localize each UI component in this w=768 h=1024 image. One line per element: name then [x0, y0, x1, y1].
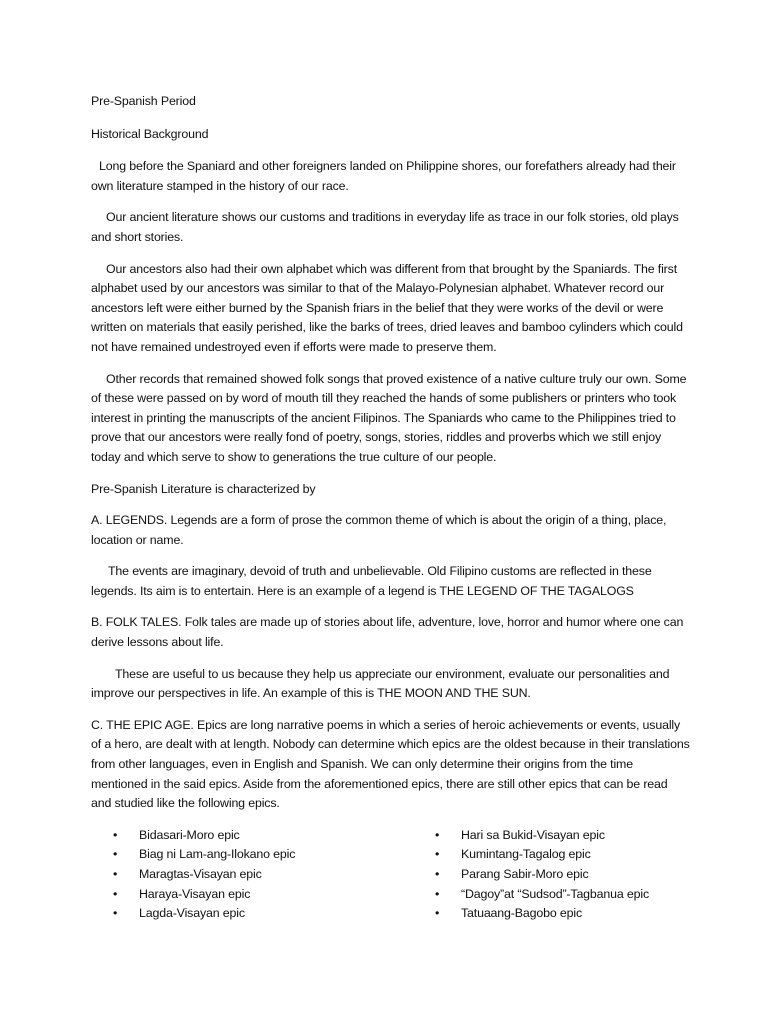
list-item — [113, 845, 391, 865]
list-item — [113, 865, 391, 885]
paragraph-legends: A. LEGENDS. Legends are a form of prose the common theme of which is about the origin of a thing, place, location or name. — [91, 513, 667, 547]
list-item — [435, 845, 673, 865]
list-item — [113, 904, 391, 924]
section-heading-historical-background: Historical Background — [91, 126, 209, 141]
list-item — [435, 826, 673, 846]
bullet-icon: • — [113, 867, 118, 881]
list-item-label: Maragtas-Visayan epic — [139, 867, 262, 881]
document-title: Pre-Spanish Period — [91, 94, 196, 108]
bullet-icon: • — [435, 847, 440, 862]
paragraph-alphabet: Our ancestors also had their own alphabet which was different from that brought by the Spaniards. The first alphabet used by our ancestors was similar to that of the Malayo-Polynesian alphabet. Whatever record our ancestors left were either burned by the Spanish friars in the belief that they were works of the devil or were written on materials that easily perished, like the barks of trees, dried leaves and bamboo cylinders which could not have remained undestroyed even if efforts were made to preserve them. — [91, 261, 683, 354]
list-item-label: Parang Sabir-Moro epic — [461, 867, 589, 881]
list-item-label: Haraya-Visayan epic — [139, 886, 251, 901]
list-item-label: Lagda-Visayan epic — [139, 906, 245, 921]
list-item-label: Bidasari-Moro epic — [139, 827, 240, 842]
paragraph-intro: Long before the Spaniard and other foreigners landed on Philippine shores, our forefathers already had their own literature stamped in the history of our race. — [91, 159, 676, 193]
bullet-icon: • — [113, 906, 118, 921]
bullet-icon: • — [435, 906, 440, 921]
list-item-label: Kumintang-Tagalog epic — [461, 847, 591, 862]
paragraph-ancient-literature: Our ancient literature shows our customs and traditions in everyday life as trace in our folk stories, old plays and short stories. — [91, 210, 679, 244]
list-item-label: “Dagoy”at “Sudsod”-Tagbanua epic — [461, 886, 650, 901]
bullet-icon: • — [113, 886, 118, 901]
list-item-label: Tatuaang-Bagobo epic — [461, 906, 583, 921]
paragraph-folk-tales-detail: These are useful to us because they help us appreciate our environment, evaluate our personalities and improve our perspectives in life. An example of this is THE MOON AND THE SUN. — [91, 666, 670, 701]
list-item — [435, 885, 673, 905]
list-item — [435, 904, 673, 924]
paragraph-epic-age: C. THE EPIC AGE. Epics are long narrative poems in which a series of heroic achievements or events, usually of a hero, are dealt with at length. Nobody can determine which epics are the oldest because in their translations from other languages, even in English and Spanish. We can only determine their origins from the time mentioned in the said epics. Aside from the aforementioned epics, there are still other epics that can be read and studied like the following epics. — [91, 717, 690, 811]
list-item — [113, 885, 391, 905]
bullet-icon: • — [435, 827, 440, 842]
bullet-icon: • — [113, 827, 118, 842]
paragraph-characterized-by: Pre-Spanish Literature is characterized by — [91, 481, 316, 496]
epics-list-left — [91, 826, 391, 924]
paragraph-other-records: Other records that remained showed folk songs that proved existence of a native culture truly our own. Some of these were passed on by word of mouth till they reached the hands of some publishers or printers who took interest in printing the manuscripts of the ancient Filipinos. The Spaniards who came to the Philippines tried to prove that our ancestors were really fond of poetry, songs, stories, riddles and proverbs which we still enjoy today and which serve to show to generations the true culture of our people. — [91, 371, 687, 464]
epics-list-right — [413, 826, 673, 924]
bullet-icon: • — [435, 886, 440, 901]
bullet-icon: • — [435, 867, 440, 881]
list-item-label: Hari sa Bukid-Visayan epic — [461, 827, 605, 842]
document-page — [91, 92, 691, 924]
list-item — [113, 826, 391, 846]
list-item — [435, 865, 673, 885]
paragraph-legends-detail: The events are imaginary, devoid of truth and unbelievable. Old Filipino customs are reflected in these legends. Its aim is to entertain. Here is an example of a legend is THE LEGEND OF THE TAGALOGS — [91, 564, 652, 598]
paragraph-folk-tales: B. FOLK TALES. Folk tales are made up of stories about life, adventure, love, horror and humor where one can derive lessons about life. — [91, 615, 684, 650]
list-item-label: Biag ni Lam-ang-Ilokano epic — [139, 847, 296, 862]
bullet-icon: • — [113, 847, 118, 862]
epics-lists — [91, 826, 691, 924]
